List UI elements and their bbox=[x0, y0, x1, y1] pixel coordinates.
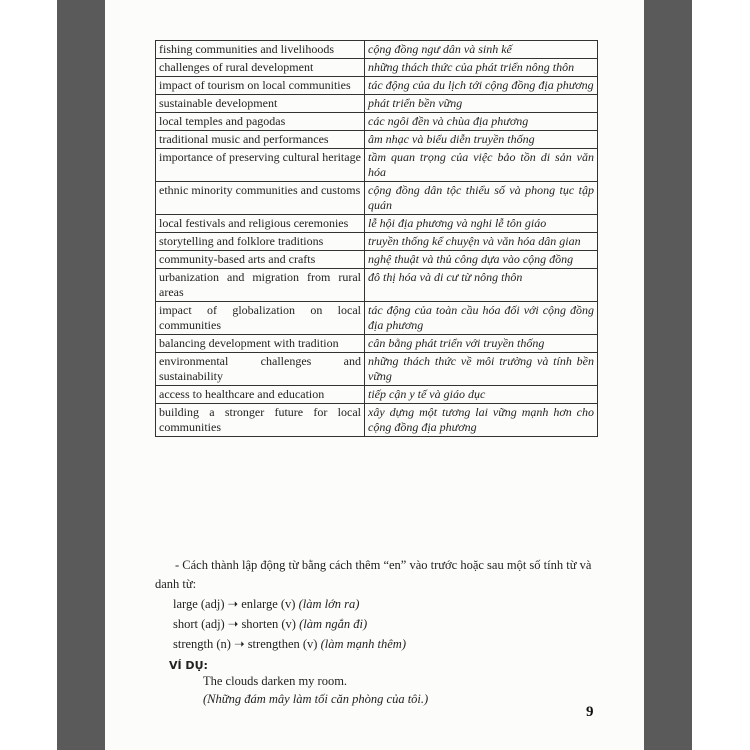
example-base: large (adj) ➝ enlarge (v) bbox=[173, 597, 296, 611]
english-term: community-based arts and crafts bbox=[156, 251, 365, 269]
example-meaning: (làm mạnh thêm) bbox=[320, 637, 406, 651]
english-term: balancing development with tradition bbox=[156, 335, 365, 353]
example-heading: VÍ DỤ: bbox=[169, 659, 208, 672]
english-term: traditional music and performances bbox=[156, 131, 365, 149]
vietnamese-translation: những thách thức về môi trường và tính bền vững bbox=[365, 353, 598, 386]
table-row bbox=[156, 77, 598, 95]
table-row bbox=[156, 353, 598, 386]
english-term: local festivals and religious ceremonies bbox=[156, 215, 365, 233]
example-line bbox=[155, 594, 600, 614]
table-row bbox=[156, 59, 598, 77]
table-row bbox=[156, 269, 598, 302]
english-term: building a stronger future for local communities bbox=[156, 404, 365, 437]
example-base: short (adj) ➝ shorten (v) bbox=[173, 617, 296, 631]
english-term: sustainable development bbox=[156, 95, 365, 113]
vietnamese-translation: âm nhạc và biểu diễn truyền thống bbox=[365, 131, 598, 149]
english-term: challenges of rural development bbox=[156, 59, 365, 77]
table-row bbox=[156, 404, 598, 437]
vietnamese-translation: những thách thức của phát triển nông thôn bbox=[365, 59, 598, 77]
table-row bbox=[156, 302, 598, 335]
table-row bbox=[156, 215, 598, 233]
table-row bbox=[156, 233, 598, 251]
vietnamese-translation: các ngôi đền và chùa địa phương bbox=[365, 113, 598, 131]
vietnamese-translation: tác động của du lịch tới cộng đồng địa phương bbox=[365, 77, 598, 95]
vietnamese-translation: đô thị hóa và di cư từ nông thôn bbox=[365, 269, 598, 302]
table-row bbox=[156, 251, 598, 269]
table-row bbox=[156, 131, 598, 149]
vietnamese-translation: lễ hội địa phương và nghi lễ tôn giáo bbox=[365, 215, 598, 233]
table-row bbox=[156, 335, 598, 353]
example-line bbox=[155, 634, 600, 654]
table-row bbox=[156, 41, 598, 59]
example-base: strength (n) ➝ strengthen (v) bbox=[173, 637, 318, 651]
example-meaning: (làm lớn ra) bbox=[298, 597, 360, 611]
table-row bbox=[156, 182, 598, 215]
vietnamese-translation: tác động của toàn cầu hóa đối với cộng đồng địa phương bbox=[365, 302, 598, 335]
english-term: environmental challenges and sustainability bbox=[156, 353, 365, 386]
example-sentence-vi: (Những đám mây làm tối căn phòng của tôi.) bbox=[203, 692, 429, 706]
vietnamese-translation: truyền thống kể chuyện và văn hóa dân gian bbox=[365, 233, 598, 251]
vietnamese-translation: cộng đồng ngư dân và sinh kế bbox=[365, 41, 598, 59]
vietnamese-translation: cân bằng phát triển với truyền thống bbox=[365, 335, 598, 353]
english-term: access to healthcare and education bbox=[156, 386, 365, 404]
table-row bbox=[156, 386, 598, 404]
vietnamese-translation: phát triển bền vững bbox=[365, 95, 598, 113]
english-term: fishing communities and livelihoods bbox=[156, 41, 365, 59]
english-term: impact of tourism on local communities bbox=[156, 77, 365, 95]
english-term: urbanization and migration from rural areas bbox=[156, 269, 365, 302]
english-term: importance of preserving cultural heritage bbox=[156, 149, 365, 182]
notes-intro: - Cách thành lập động từ bằng cách thêm “en” vào trước hoặc sau một số tính từ và danh từ: bbox=[155, 558, 592, 591]
english-term: local temples and pagodas bbox=[156, 113, 365, 131]
english-term: impact of globalization on local communities bbox=[156, 302, 365, 335]
example-sentence-en: The clouds darken my room. bbox=[203, 674, 348, 688]
table-row bbox=[156, 113, 598, 131]
table-row bbox=[156, 149, 598, 182]
english-term: storytelling and folklore traditions bbox=[156, 233, 365, 251]
left-margin-bar bbox=[57, 0, 105, 750]
grammar-notes bbox=[155, 556, 600, 708]
vietnamese-translation: tiếp cận y tế và giáo dục bbox=[365, 386, 598, 404]
english-term: ethnic minority communities and customs bbox=[156, 182, 365, 215]
vietnamese-translation: tầm quan trọng của việc bảo tồn di sản văn hóa bbox=[365, 149, 598, 182]
right-margin-bar bbox=[644, 0, 692, 750]
vietnamese-translation: xây dựng một tương lai vững mạnh hơn cho cộng đồng địa phương bbox=[365, 404, 598, 437]
vocabulary-table bbox=[155, 40, 598, 437]
table-row bbox=[156, 95, 598, 113]
vietnamese-translation: cộng đồng dân tộc thiểu số và phong tục tập quán bbox=[365, 182, 598, 215]
page-number: 9 bbox=[586, 704, 594, 720]
vietnamese-translation: nghệ thuật và thủ công dựa vào cộng đồng bbox=[365, 251, 598, 269]
example-line bbox=[155, 614, 600, 634]
example-meaning: (làm ngắn đi) bbox=[299, 617, 368, 631]
